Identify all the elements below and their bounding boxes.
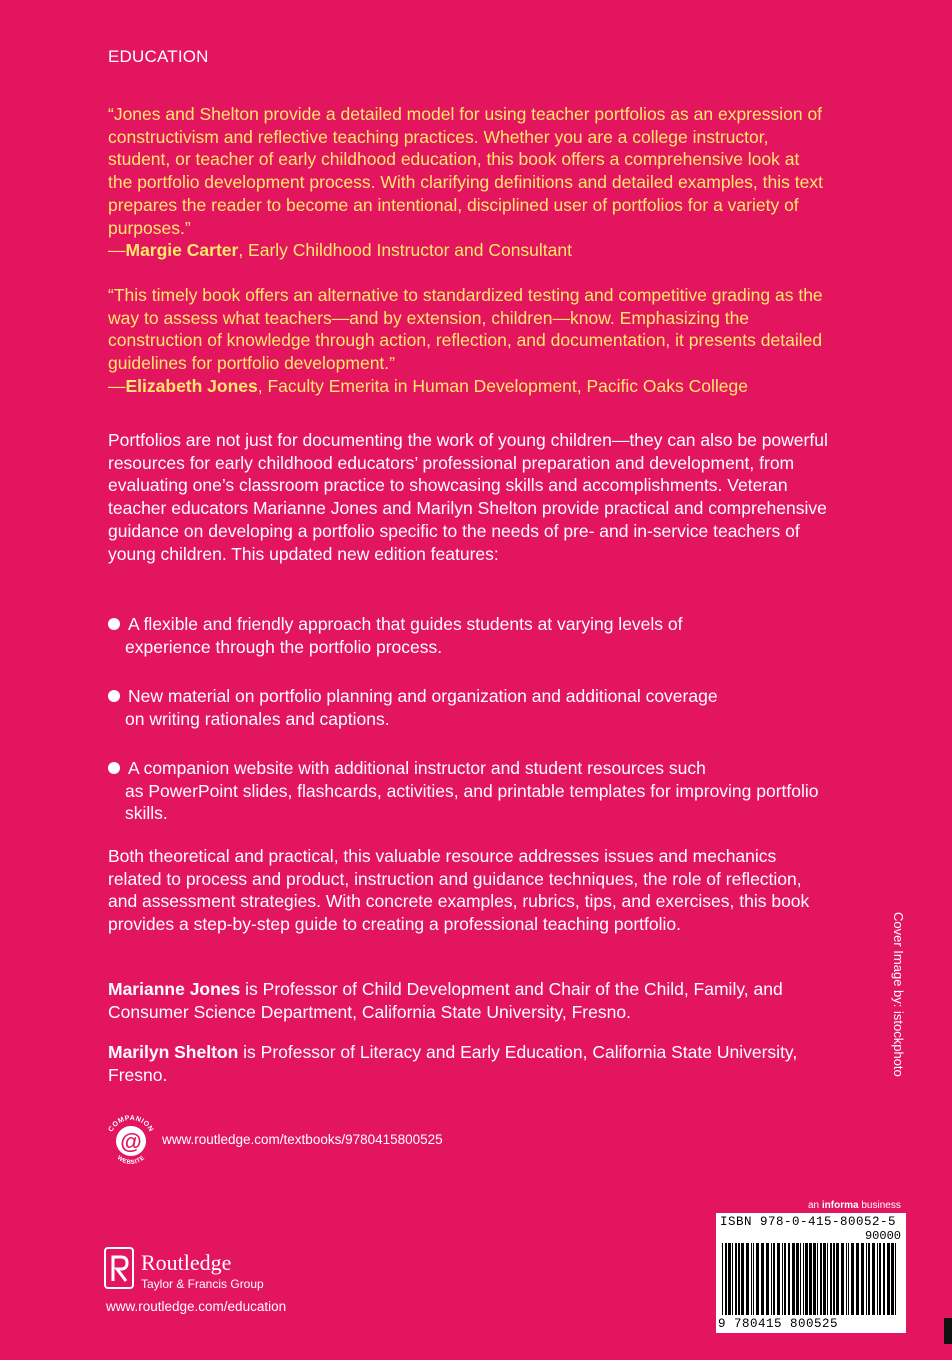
barcode-bar [738, 1243, 740, 1315]
feature-bullet: A flexible and friendly approach that guides students at varying levels of experience through the portfolio process. [108, 613, 828, 658]
quote-author: Margie Carter [125, 240, 239, 261]
barcode-bar [823, 1243, 826, 1315]
barcode-bar [879, 1243, 881, 1315]
barcode-bar [803, 1243, 804, 1315]
barcode-bar [746, 1243, 749, 1315]
barcode-bar [817, 1243, 818, 1315]
quote-author: Elizabeth Jones [125, 375, 258, 396]
barcode-bar [756, 1243, 759, 1315]
barcode-bar [851, 1243, 854, 1315]
intro-paragraph: Portfolios are not just for documenting the work of young children—they can also be powerful resources for early childhood educators’ professional preparation and development, from evaluating one’s classroom practice to showcasing skills and accomplishments. Veteran teacher educators Marianne Jones and Marilyn Shelton provide practical and comprehensive guidance on developing a portfolio specific to the needs of pre- and in-service teachers of young children. This updated new edition features: [108, 430, 828, 564]
barcode-bar [820, 1243, 822, 1315]
author-bio-shelton: Marilyn Shelton is Professor of Literacy and Early Education, California State University, Fresno. [108, 1042, 798, 1085]
quote-author-role: , Faculty Emerita in Human Development, Pacific Oaks College [257, 375, 748, 396]
bullet-dot-icon [108, 762, 120, 774]
barcode-bar [722, 1243, 723, 1315]
author-name: Marilyn Shelton [108, 1042, 239, 1062]
barcode-bar [796, 1243, 799, 1315]
companion-website-icon [102, 1112, 160, 1170]
barcode-bar [784, 1243, 786, 1315]
barcode-bar [792, 1243, 795, 1315]
price-code: 90000 [864, 1229, 901, 1243]
barcode-bar [732, 1243, 733, 1315]
barcode-bar [761, 1243, 764, 1315]
barcode-bar [841, 1243, 844, 1315]
barcode-bar [877, 1243, 878, 1315]
quote-carter [108, 103, 828, 262]
author-bio-jones: Marianne Jones is Professor of Child Development and Chair of the Child, Family, and Consumer Science Department, California State University, Fresno. [108, 979, 783, 1022]
publisher-name: Routledge [141, 1250, 232, 1275]
quote-jones [108, 284, 828, 398]
barcode-bar [788, 1243, 790, 1315]
feature-bullet: A companion website with additional instructor and student resources such as PowerPoint slides, flashcards, activities, and printable templates for improving portfolio skills. [108, 757, 828, 825]
barcode-bar [891, 1243, 894, 1315]
publisher-group: Taylor & Francis Group [141, 1277, 264, 1291]
isbn-label: ISBN 978-0-415-80052-5 [720, 1215, 897, 1229]
feature-bullet: New material on portfolio planning and organization and additional coverage on writing rationales and captions. [108, 685, 828, 730]
barcode-bar [809, 1243, 812, 1315]
companion-website-url[interactable]: www.routledge.com/textbooks/9780415800525 [162, 1132, 443, 1147]
barcode-bar [753, 1243, 754, 1315]
barcode-bar [868, 1243, 870, 1315]
barcode-bar [725, 1243, 727, 1315]
bullet-dot-icon [108, 618, 120, 630]
barcode-bar [771, 1243, 772, 1315]
quote-attribution: —Elizabeth Jones, Faculty Emerita in Human Development, Pacific Oaks College [108, 375, 748, 396]
barcode-bar [773, 1243, 775, 1315]
cover-image-credit: Cover Image by: istockphoto [891, 912, 906, 1077]
quote-author-role: , Early Childhood Instructor and Consultant [238, 240, 572, 261]
quote-text: “Jones and Shelton provide a detailed model for using teacher portfolios as an expression of constructivism and reflective teaching practices. Whether you are a college instructor, student, or teacher of early childhood education, this book offers a comprehensive look at the portfolio development process. With clarifying definitions and detailed examples, this text prepares the reader to become an intentional, disciplined user of portfolios for a variety of purposes.” [108, 104, 823, 238]
barcode-bar [866, 1243, 867, 1315]
barcode-bar [777, 1243, 780, 1315]
barcode-bar [741, 1243, 744, 1315]
barcode-bar [735, 1243, 737, 1315]
closing-paragraph: Both theoretical and practical, this valuable resource addresses issues and mechanics related to process and product, instruction and guidance techniques, the role of reflection, and assessment strategies. With concrete examples, rubrics, tips, and exercises, this book provides a step-by-step guide to creating a professional teaching portfolio. [108, 846, 810, 935]
barcode-bar [782, 1243, 783, 1315]
barcode-bar [833, 1243, 835, 1315]
isbn-barcode [716, 1213, 906, 1333]
barcode-bar [800, 1243, 801, 1315]
bullet-dot-icon [108, 690, 120, 702]
quote-attribution: —Margie Carter, Early Childhood Instructor and Consultant [108, 240, 572, 261]
barcode-bar [848, 1243, 849, 1315]
barcode-bar [846, 1243, 847, 1315]
barcode-bar [872, 1243, 875, 1315]
quote-text: “This timely book offers an alternative to standardized testing and competitive grading as the way to assess what teachers—and by extension, children—know. Emphasizing the construction of knowledge through action, reflection, and documentation, it presents detailed guidelines for portfolio development.” [108, 285, 823, 374]
author-name: Marianne Jones [108, 979, 241, 999]
barcode-bar [856, 1243, 859, 1315]
edge-mark [944, 1318, 952, 1344]
barcode-bar [813, 1243, 816, 1315]
barcode-bar [751, 1243, 752, 1315]
informa-tagline: an informa business [808, 1200, 901, 1211]
barcode-bar [895, 1243, 896, 1315]
barcode-bars [720, 1243, 902, 1315]
svg-text:COMPANION: COMPANION [107, 1114, 155, 1134]
barcode-bar [836, 1243, 839, 1315]
publisher-url[interactable]: www.routledge.com/education [106, 1299, 287, 1314]
barcode-bar [827, 1243, 828, 1315]
barcode-bar [883, 1243, 885, 1315]
barcode-bar [830, 1243, 832, 1315]
routledge-logo-icon [104, 1247, 134, 1289]
svg-text:@: @ [120, 1129, 142, 1154]
barcode-bar [861, 1243, 864, 1315]
barcode-number: 9 780415 800525 [718, 1317, 839, 1331]
category-label: EDUCATION [108, 47, 209, 66]
svg-text:WEBSITE: WEBSITE [115, 1155, 147, 1167]
barcode-bar [728, 1243, 731, 1315]
barcode-bar [766, 1243, 769, 1315]
barcode-bar [887, 1243, 890, 1315]
barcode-bar [805, 1243, 808, 1315]
